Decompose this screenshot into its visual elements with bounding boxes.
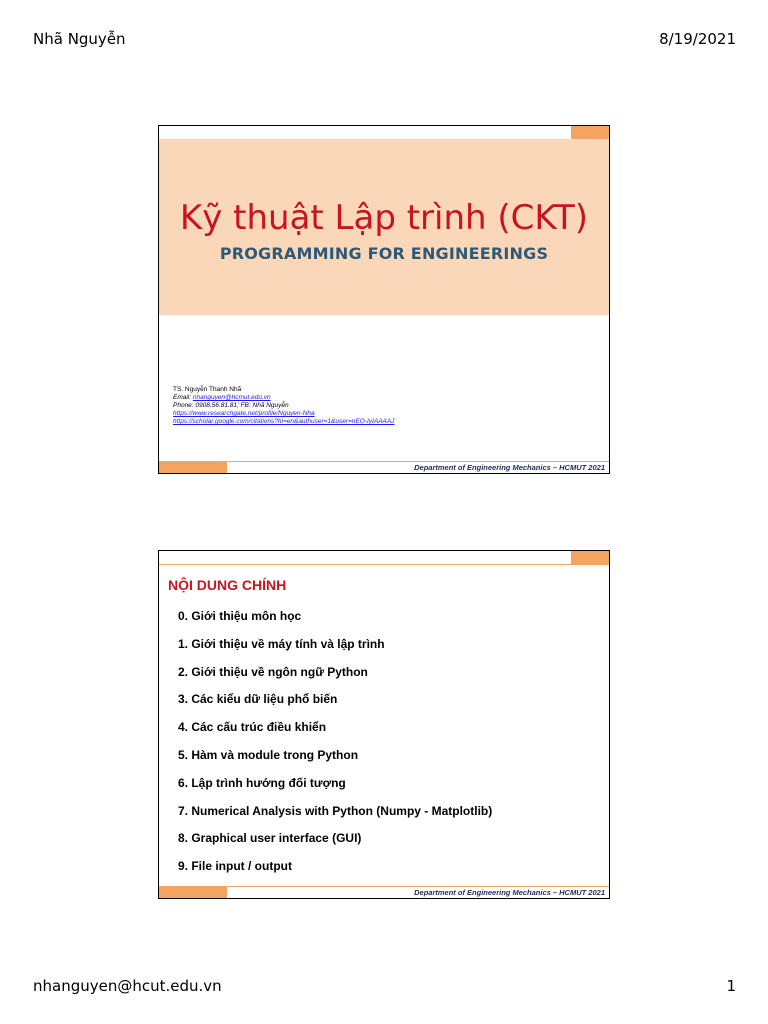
list-item: 8. Graphical user interface (GUI) <box>178 831 362 846</box>
slide-main-title: Kỹ thuật Lập trình (CKT) <box>179 198 589 238</box>
author-phone: Phone: 0908.56.81.81; FB: Nhã Nguyễn <box>173 402 289 409</box>
slide-top-line <box>159 564 571 565</box>
page-footer-email: nhanguyen@hcut.edu.vn <box>33 977 222 995</box>
scholar-link[interactable]: https://scholar.google.com/citations?hl=en&authuser=1&user=nEO-IyIAAAAJ <box>173 418 395 425</box>
author-email-line <box>173 394 394 402</box>
contents-title: NỘI DUNG CHÍNH <box>168 577 287 593</box>
department-label: Department of Engineering Mechanics – HCMUT 2021 <box>414 888 605 897</box>
slide-foot-accent <box>159 886 227 898</box>
slide-top-accent <box>571 126 609 139</box>
list-item: 5. Hàm và module trong Python <box>178 747 359 762</box>
department-label: Department of Engineering Mechanics – HCMUT 2021 <box>414 463 605 472</box>
author-email-link[interactable]: nhanguyen@hcmut.edu.vn <box>192 394 271 401</box>
slide-subtitle: PROGRAMMING FOR ENGINEERINGS <box>219 244 549 263</box>
slide-foot-accent <box>159 461 227 473</box>
author-info <box>173 386 394 426</box>
list-item: 2. Giới thiệu về ngôn ngữ Python <box>178 664 368 679</box>
researchgate-link[interactable]: https://www.researchgate.net/profile/Nguyen-Nha <box>173 410 315 417</box>
slide-foot-line <box>227 461 609 462</box>
page-header-date: 8/19/2021 <box>659 30 736 48</box>
list-item: 3. Các kiểu dữ liệu phổ biến <box>178 692 338 707</box>
slide-contents <box>158 550 610 899</box>
list-item: 6. Lập trình hướng đối tượng <box>178 775 346 790</box>
page-number: 1 <box>726 977 736 995</box>
list-item: 7. Numerical Analysis with Python (Numpy - Matplotlib) <box>178 803 493 818</box>
list-item: 1. Giới thiệu về máy tính và lập trình <box>178 636 385 651</box>
list-item: 9. File input / output <box>178 859 292 874</box>
list-item: 4. Các cấu trúc điều khiển <box>178 720 327 735</box>
page-header-author: Nhã Nguyễn <box>33 30 126 48</box>
email-label: Email: <box>173 394 193 401</box>
list-item: 0. Giới thiệu môn học <box>178 609 302 623</box>
slide-title <box>158 125 610 474</box>
contents-list <box>178 609 492 887</box>
slide-top-accent <box>571 551 609 565</box>
slide-foot-line <box>227 886 609 887</box>
author-name: TS. Nguyễn Thanh Nhã <box>173 386 242 393</box>
